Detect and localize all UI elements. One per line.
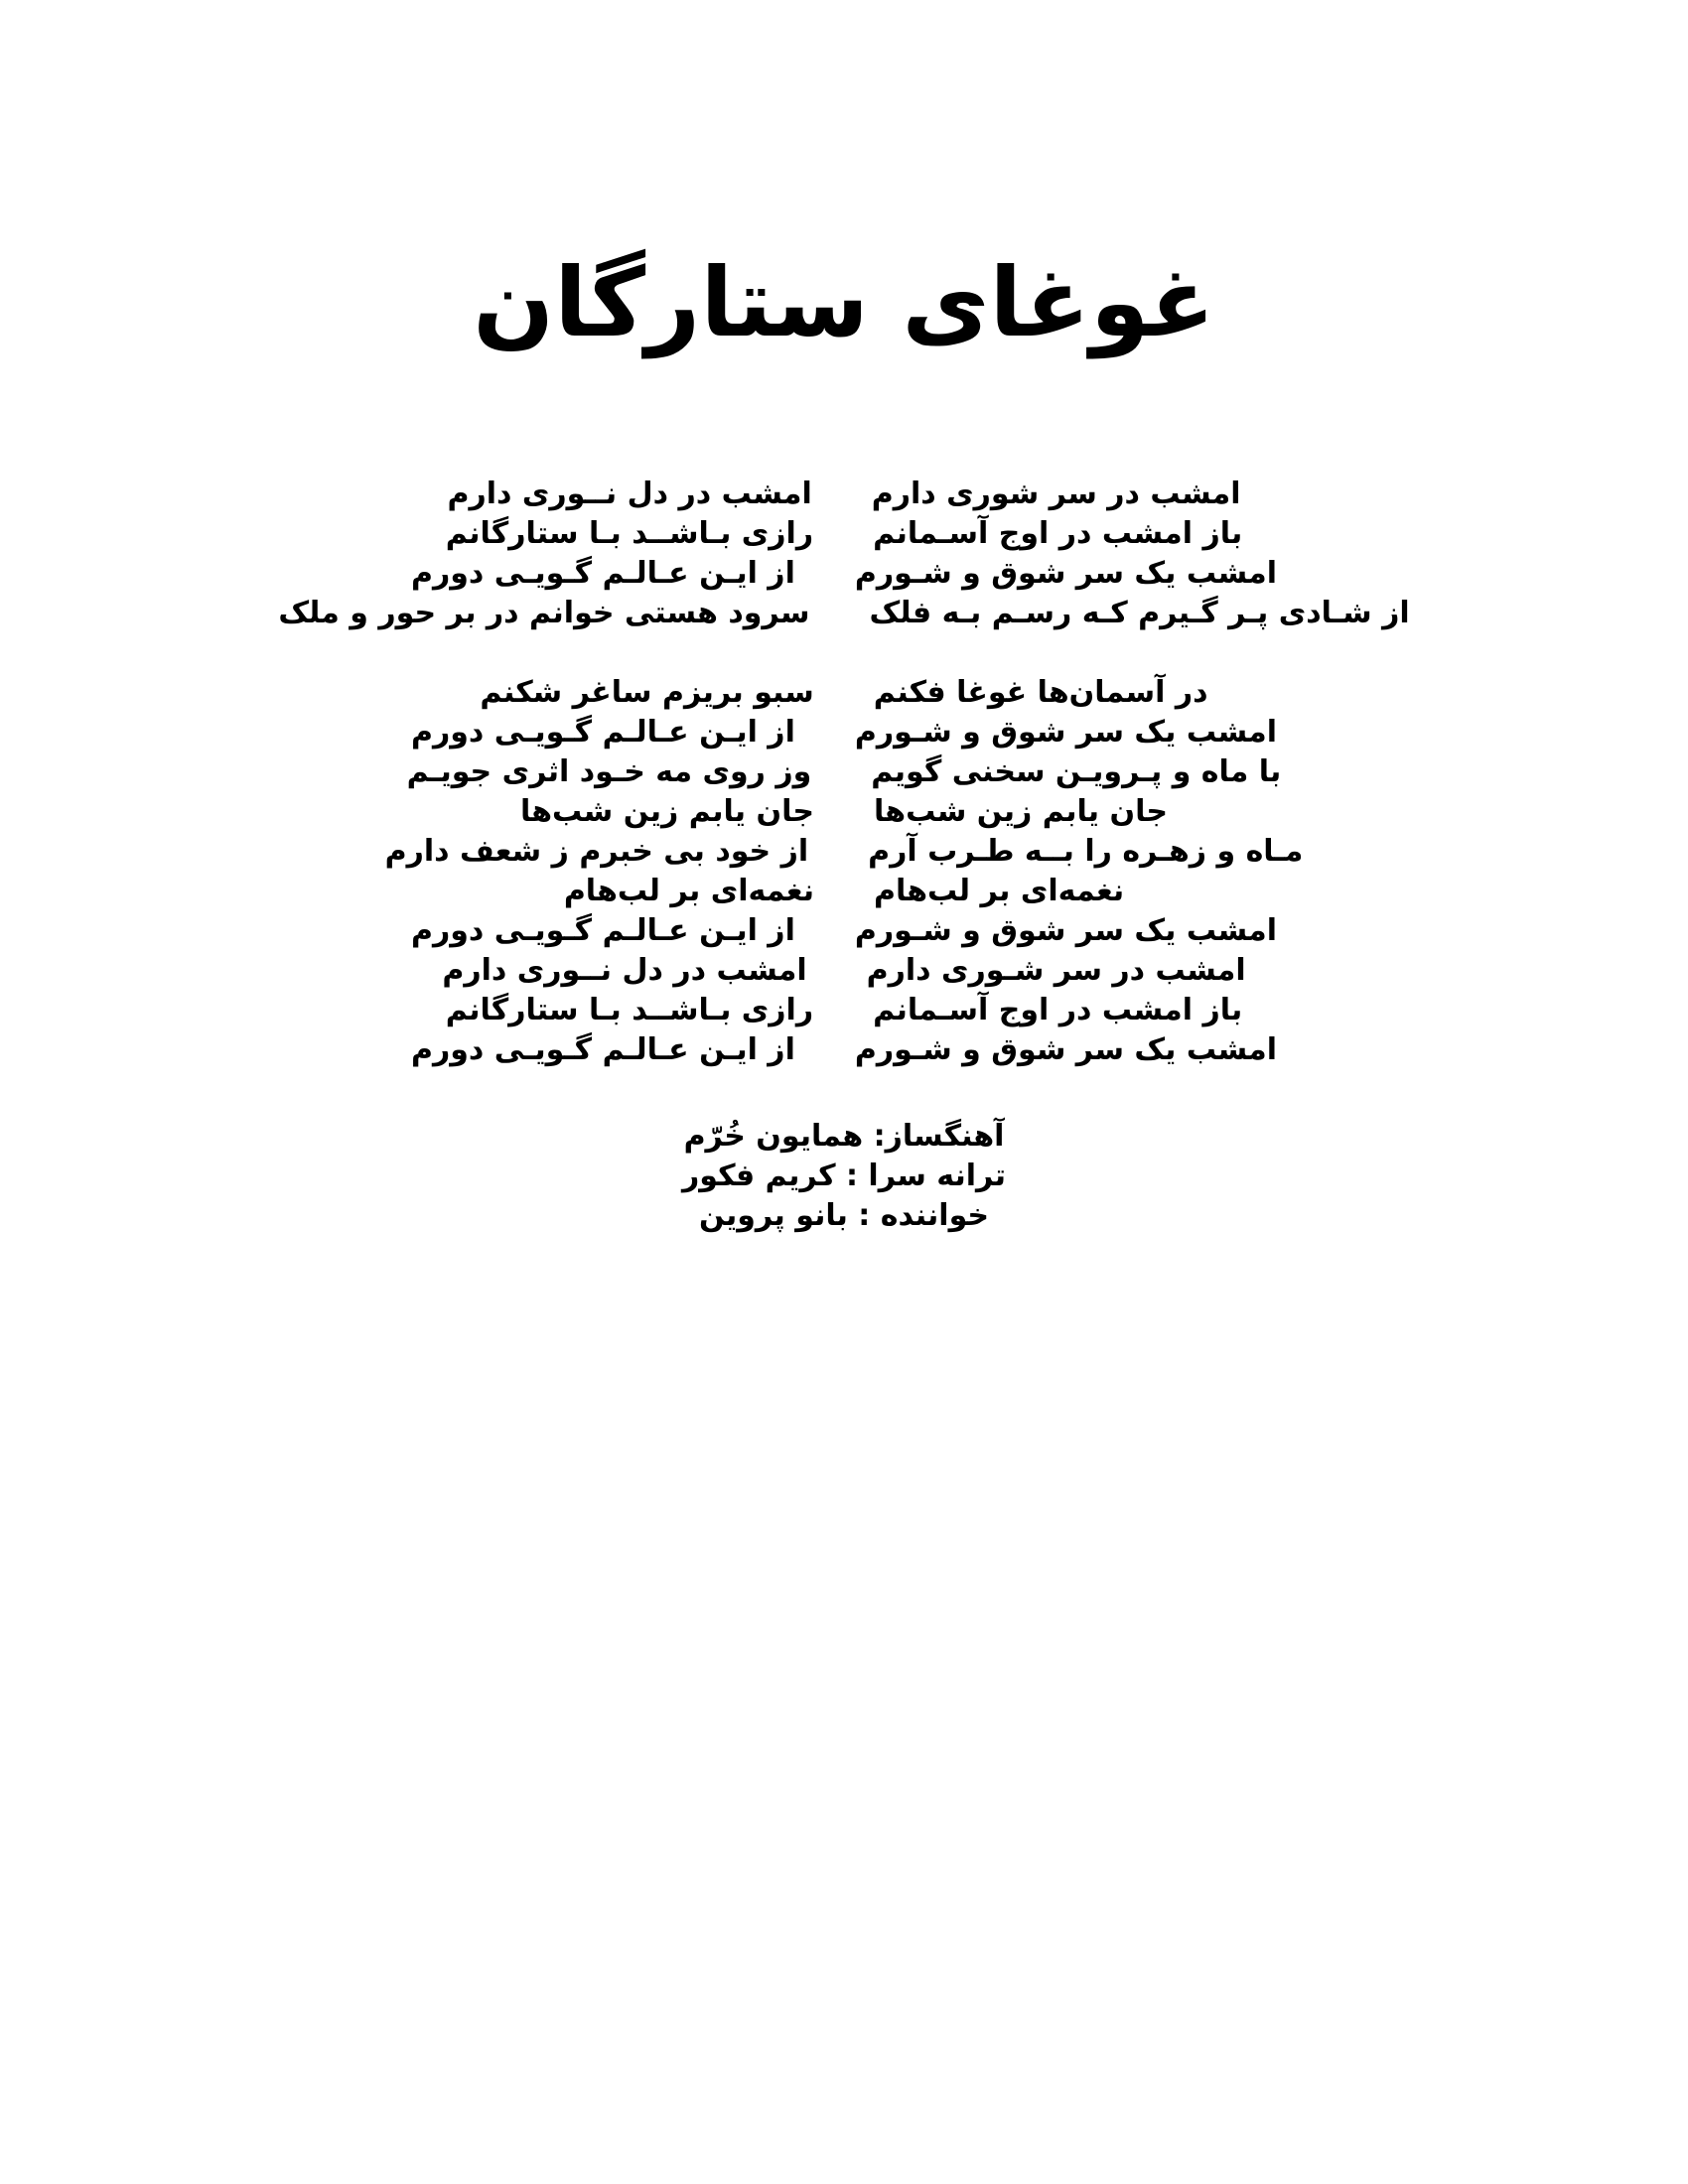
second-hemistich: از ایـن عـالـم گـویـی دورم xyxy=(411,715,795,750)
verse-line xyxy=(238,991,1450,1030)
second-hemistich: نغمه‌ای بر لب‌هام xyxy=(563,874,814,908)
verse-line xyxy=(238,951,1450,991)
composer-credit: آهنگساز: همایون خُرّم xyxy=(683,1119,1005,1154)
song-title: غوغای ستارگان xyxy=(473,247,1215,358)
first-hemistich: امشب در سر شوری دارم xyxy=(871,477,1241,511)
verse-line xyxy=(238,594,1450,673)
verse-line xyxy=(238,514,1450,554)
second-hemistich: رازی بـاشــد بـا ستارگانم xyxy=(445,993,814,1027)
first-hemistich: جان یابم زین شب‌ها xyxy=(874,794,1169,829)
first-hemistich: مـاه و زهـره را بــه طـرب آرم xyxy=(868,834,1304,869)
first-hemistich: باز امشب در اوج آسـمانم xyxy=(873,516,1243,551)
first-hemistich: نغمه‌ای بر لب‌هام xyxy=(874,874,1125,908)
first-hemistich: از شـادی پـر گـیرم کـه رسـم بـه فلک xyxy=(869,596,1410,630)
verse-line xyxy=(238,554,1450,594)
second-hemistich: رازی بـاشــد بـا ستارگانم xyxy=(445,516,814,551)
first-hemistich: باز امشب در اوج آسـمانم xyxy=(873,993,1243,1027)
second-hemistich: از خود بی خبرم ز شعف دارم xyxy=(384,834,809,869)
second-hemistich: سبو بریزم ساغر شکنم xyxy=(480,675,814,710)
singer-credit: خواننده : بانو پروین xyxy=(698,1198,990,1233)
verse-line xyxy=(238,792,1450,832)
second-hemistich: جان یابم زین شب‌ها xyxy=(519,794,814,829)
second-hemistich: امشب در دل نــوری دارم xyxy=(442,953,807,988)
verse-line xyxy=(238,475,1450,514)
second-hemistich: از ایـن عـالـم گـویـی دورم xyxy=(411,913,795,948)
verse-line xyxy=(238,713,1450,752)
first-hemistich: امشب یک سر شوق و شـورم xyxy=(854,715,1277,750)
lyricist-credit: ترانه سرا : کریم فکور xyxy=(682,1159,1006,1193)
verse-line xyxy=(238,832,1450,872)
first-hemistich: در آسمان‌ها غوغا فکنم xyxy=(873,675,1208,710)
second-hemistich: وز روی مه خـود اثری جویـم xyxy=(406,754,812,789)
second-hemistich: امشب در دل نــوری دارم xyxy=(447,477,812,511)
first-hemistich: با ماه و پـرویـن سخنی گویم xyxy=(871,754,1282,789)
verse-line xyxy=(238,911,1450,951)
first-hemistich: امشب در سر شـوری دارم xyxy=(866,953,1246,988)
second-hemistich: از ایـن عـالـم گـویـی دورم xyxy=(411,556,795,591)
verse-line xyxy=(238,673,1450,713)
poem-body xyxy=(238,475,1450,1070)
first-hemistich: امشب یک سر شوق و شـورم xyxy=(854,913,1277,948)
second-hemistich: سرود هستی خوانم در بر حور و ملک xyxy=(278,596,810,630)
first-hemistich: امشب یک سر شوق و شـورم xyxy=(854,1032,1277,1067)
credits xyxy=(0,1117,1688,1236)
second-hemistich: از ایـن عـالـم گـویـی دورم xyxy=(411,1032,795,1067)
verse-line xyxy=(238,872,1450,911)
verse-line xyxy=(238,1030,1450,1070)
verse-line xyxy=(238,752,1450,792)
first-hemistich: امشب یک سر شوق و شـورم xyxy=(854,556,1277,591)
